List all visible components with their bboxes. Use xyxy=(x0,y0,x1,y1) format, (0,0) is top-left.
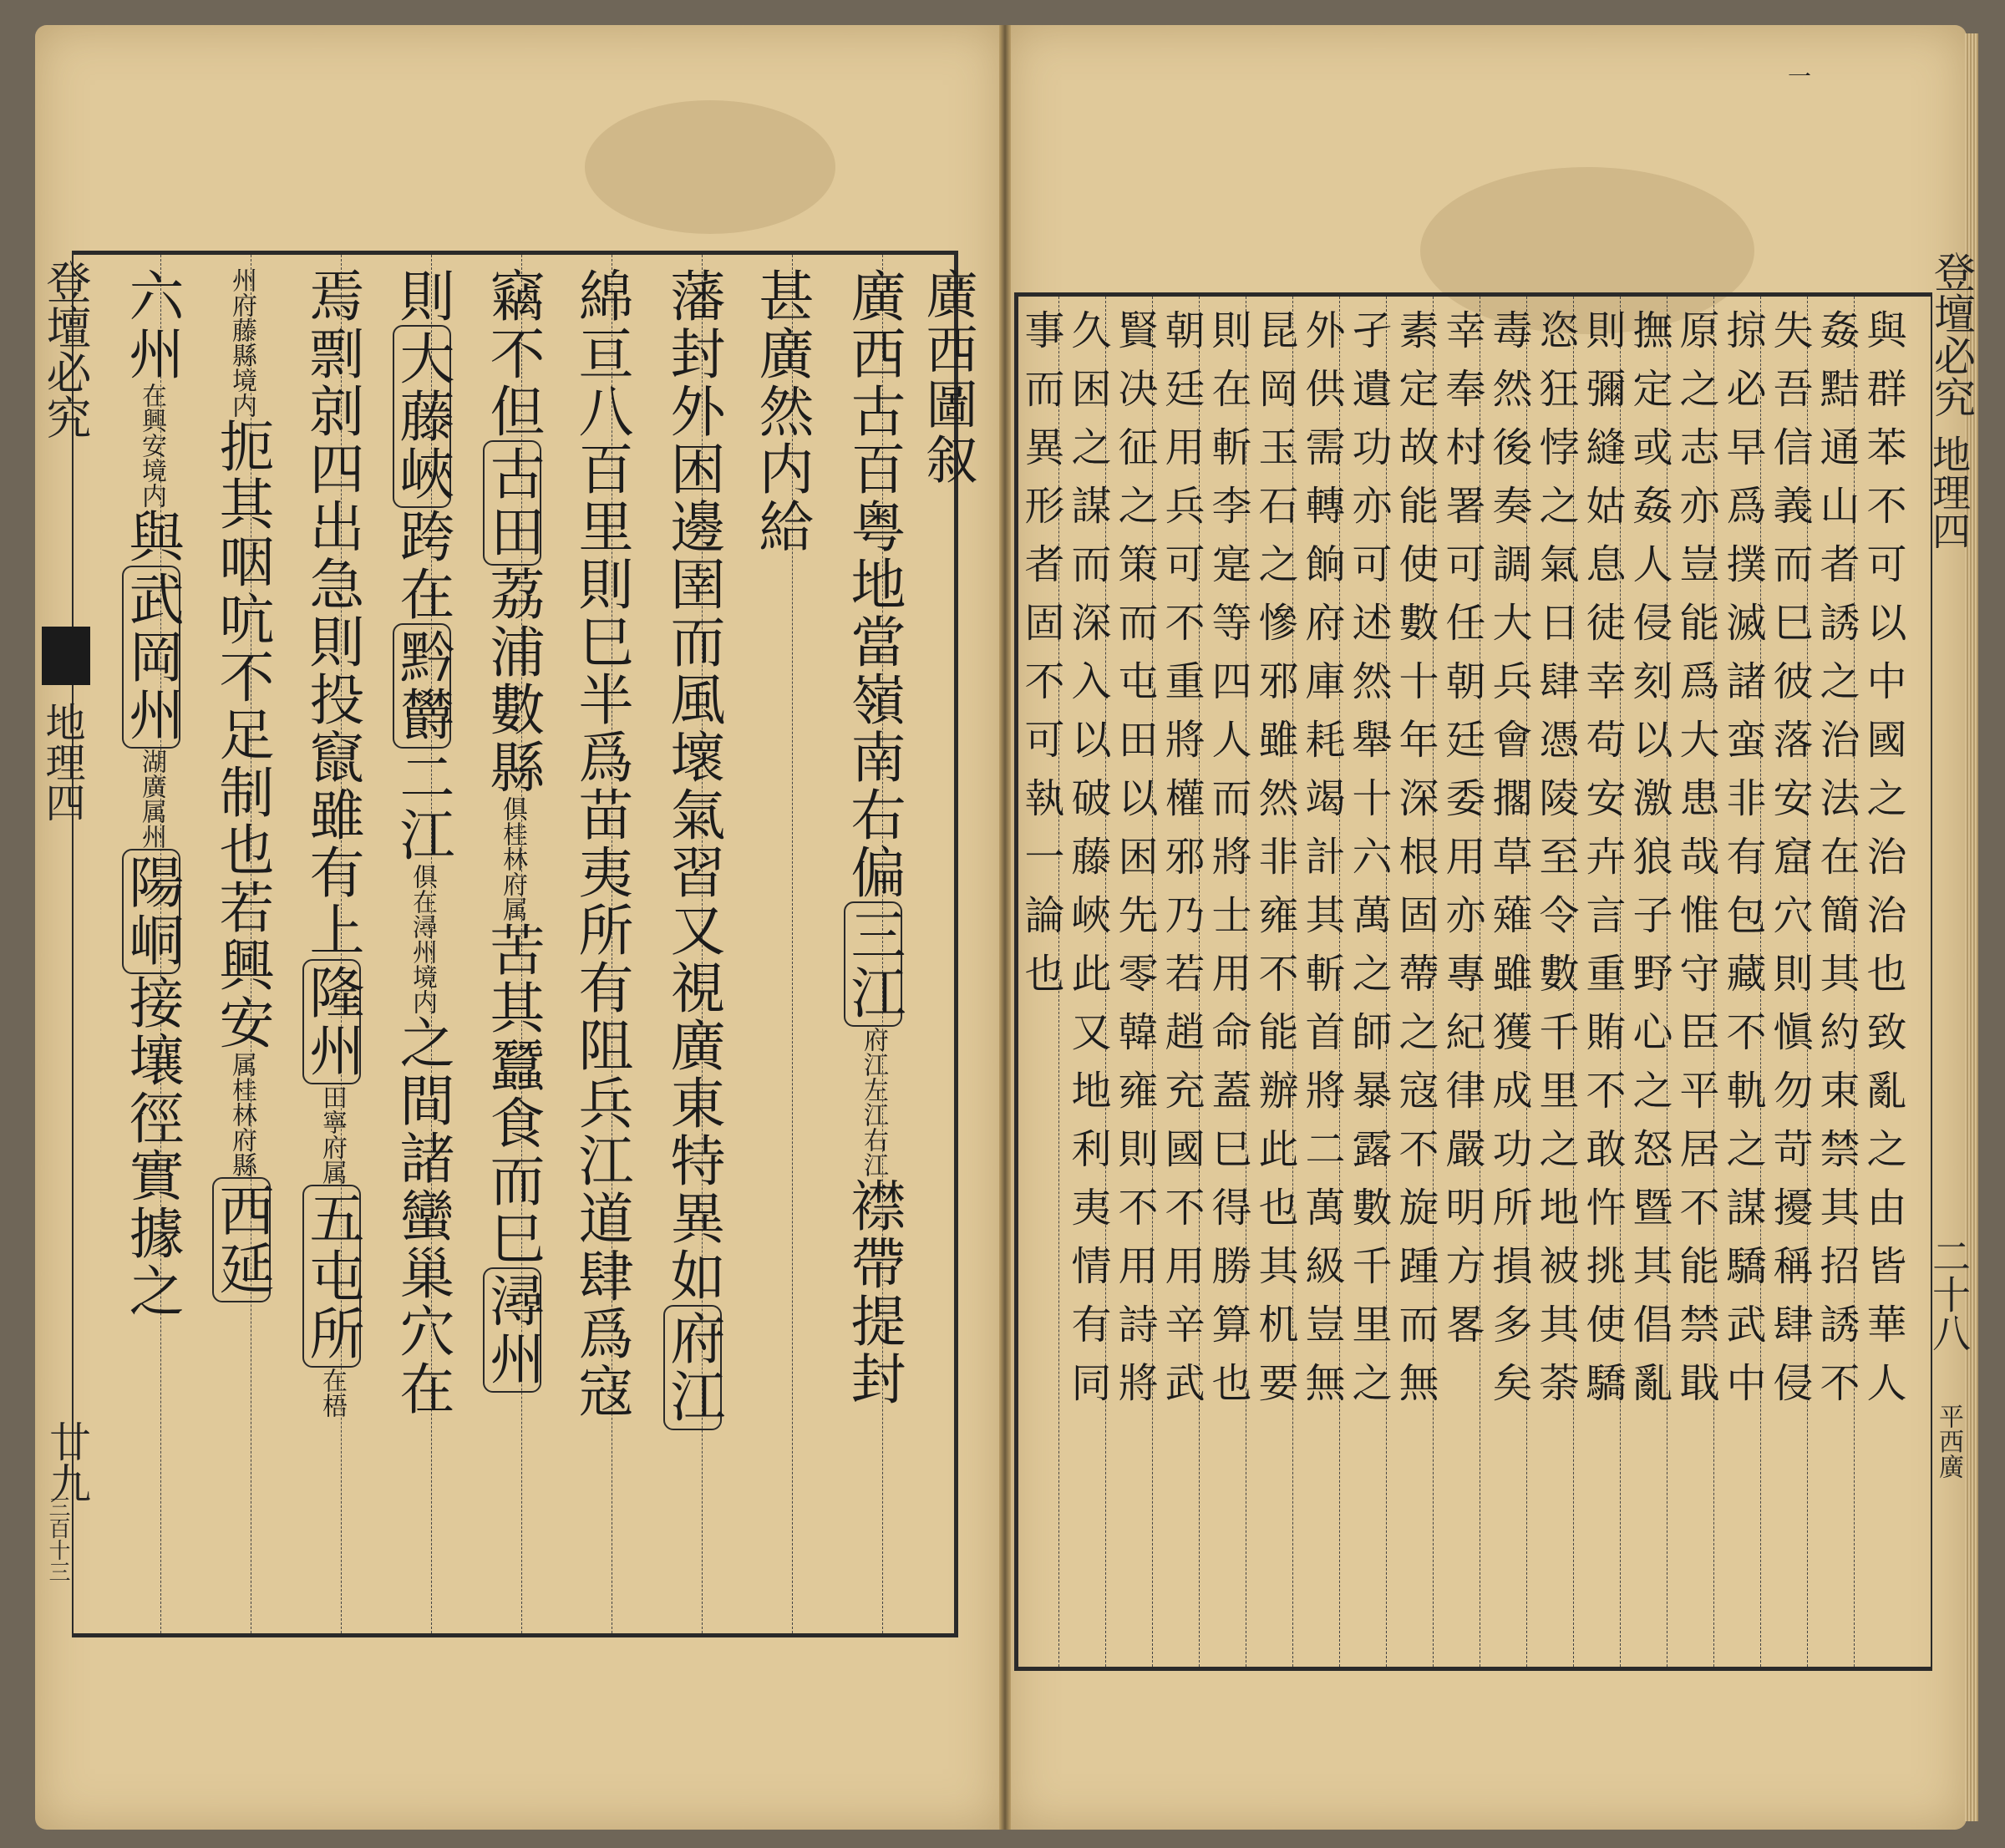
right-text-column: 掠必早爲撲滅諸蛮非有包藏不軌之謀驕武中 xyxy=(1719,309,1766,1420)
right-text-column: 外供需轉餉府庫耗竭計其斬首將二萬級豈無 xyxy=(1298,309,1345,1420)
main-text: 接壤徑實據之 xyxy=(119,974,184,1320)
interlinear-note: 俱在潯州境内 xyxy=(408,864,437,1014)
left-text-column xyxy=(661,267,725,1430)
right-text-column: 與群苯不可以中國之治治也致亂之由皆華人 xyxy=(1860,309,1906,1420)
main-text: 荔浦數縣 xyxy=(480,566,545,796)
place-name-box: 隆州 xyxy=(302,959,361,1084)
main-text: 甚廣然内給 xyxy=(749,267,814,556)
fishtail-mark xyxy=(42,627,90,685)
right-text-column: 則在斬李寔等四人而將士用命蓋巳得勝算也 xyxy=(1205,309,1251,1420)
right-text-column: 孑遺功亦可述然舉十六萬之師暴露數千里之 xyxy=(1345,309,1392,1420)
left-text-column xyxy=(390,267,454,1418)
main-text: 藩封外困邊圉而風壞氣習又視廣東特異如 xyxy=(661,267,725,1305)
interlinear-note: 湖廣属州 xyxy=(137,749,166,849)
interlinear-note: 在興安境内 xyxy=(137,383,166,508)
right-text-column: 賢决征之策而屯田以困先零韓雍則不用詩將 xyxy=(1111,309,1158,1420)
right-banner-section: 地理四 xyxy=(1926,434,1972,550)
place-name-box: 陽峒 xyxy=(122,849,180,974)
right-text-column: 事而異形者固不可執一論也 xyxy=(1018,309,1064,1011)
right-text-column: 毒然後奏調大兵會擱草薙雖獲成功所損多矣 xyxy=(1485,309,1532,1420)
right-banner-title: 登壇必究 xyxy=(1927,251,1976,418)
place-name-box: 府江 xyxy=(663,1305,722,1430)
place-name-box: 古田 xyxy=(483,440,541,566)
left-text-column xyxy=(480,267,545,1393)
left-text-column xyxy=(749,267,814,556)
interlinear-note: 州府藤縣境内 xyxy=(227,267,256,418)
place-name-box: 三江 xyxy=(844,901,902,1027)
interlinear-note: 田寧府属 xyxy=(317,1084,347,1185)
main-text: 焉剽剠四出急則投竄雖有上 xyxy=(300,267,364,959)
left-text-column xyxy=(210,267,274,1302)
right-text-column: 則彌縫姑息徒幸苟安卉言重賄不敢忤挑使驕 xyxy=(1579,309,1626,1420)
right-text-column: 原之志亦豈能爲大患哉惟守臣平居不能禁戢 xyxy=(1673,309,1719,1420)
main-text: 則 xyxy=(390,267,454,325)
main-text: 二江 xyxy=(390,749,454,864)
left-banner-section: 地理四 xyxy=(38,702,85,822)
right-text-column: 朝廷用兵可不重將權邪乃若趙充國不用辛武 xyxy=(1158,309,1205,1420)
main-text: 苦其蠶食而巳 xyxy=(480,921,545,1267)
interlinear-note: 俱桂林府属 xyxy=(498,796,527,921)
right-text-column: 昆岡玉石之慘邪雖然非雍不能辦此也其机要 xyxy=(1251,309,1298,1420)
main-text: 廣西古百粤地當嶺南右偏 xyxy=(841,267,906,901)
place-name-box: 潯州 xyxy=(483,1267,541,1393)
right-leaf-number: 二十八 xyxy=(1926,1236,1972,1352)
right-text-column: 恣狂悖之氣日肆憑陵至令數千里之地被其荼 xyxy=(1532,309,1579,1420)
place-name-box: 武岡州 xyxy=(122,566,180,749)
right-side-note: 平西廣 xyxy=(1934,1404,1963,1479)
interlinear-note: 府江左江右江 xyxy=(859,1027,888,1177)
place-name-box: 西延 xyxy=(212,1177,271,1302)
left-text-column xyxy=(119,267,184,1320)
right-text-column: 素定故能使數十年深根固蔕之寇不旋踵而無 xyxy=(1392,309,1439,1420)
main-text: 綿亘八百里則巳半爲苗夷所有阻兵江道肆爲寇 xyxy=(569,267,633,1420)
left-leaf-number: 廿九 xyxy=(43,1420,91,1504)
interlinear-note: 在梧 xyxy=(317,1368,347,1418)
main-text: 跨在 xyxy=(390,508,454,623)
left-text-column xyxy=(300,267,364,1418)
left-text-column xyxy=(569,267,633,1420)
main-text: 之間諸蠻巢穴在 xyxy=(390,1014,454,1418)
main-text: 扼其咽吭不足制也若興安 xyxy=(210,418,274,1052)
main-text: 六州 xyxy=(119,267,184,383)
right-text-column: 失吾信義而巳彼落安窟穴則愼勿苛擾稱肆侵 xyxy=(1766,309,1813,1420)
right-text-column: 幸奉村署可任朝廷委用亦專紀律嚴明方畧 xyxy=(1439,309,1485,1362)
main-text: 竊不但 xyxy=(480,267,545,440)
top-mark: 一 xyxy=(1788,63,1812,90)
left-ledger-number: 三百十三 xyxy=(45,1495,70,1582)
left-banner-title: 登壇必究 xyxy=(39,259,92,439)
right-text-column: 久困之謀而深入以破藤峽此又地利夷情有同 xyxy=(1064,309,1111,1420)
place-name-box: 大藤峽 xyxy=(393,325,451,508)
interlinear-note: 属桂林府縣 xyxy=(227,1052,256,1177)
right-text-column: 姦黠通山者誘之治法在簡其約束禁其招誘不 xyxy=(1813,309,1860,1420)
place-name-box: 黔欝 xyxy=(393,623,451,749)
paper-stain xyxy=(585,100,835,234)
book-gutter xyxy=(999,25,1011,1830)
right-text-column: 撫定或姦人侵刻以激狼子野心之怒暨其倡亂 xyxy=(1626,309,1673,1420)
left-text-column xyxy=(841,267,906,1408)
main-text: 襟帶提封 xyxy=(841,1177,906,1408)
section-title: 廣西圖叙 xyxy=(917,267,978,488)
place-name-box: 五屯所 xyxy=(302,1185,361,1368)
main-text: 與 xyxy=(119,508,184,566)
